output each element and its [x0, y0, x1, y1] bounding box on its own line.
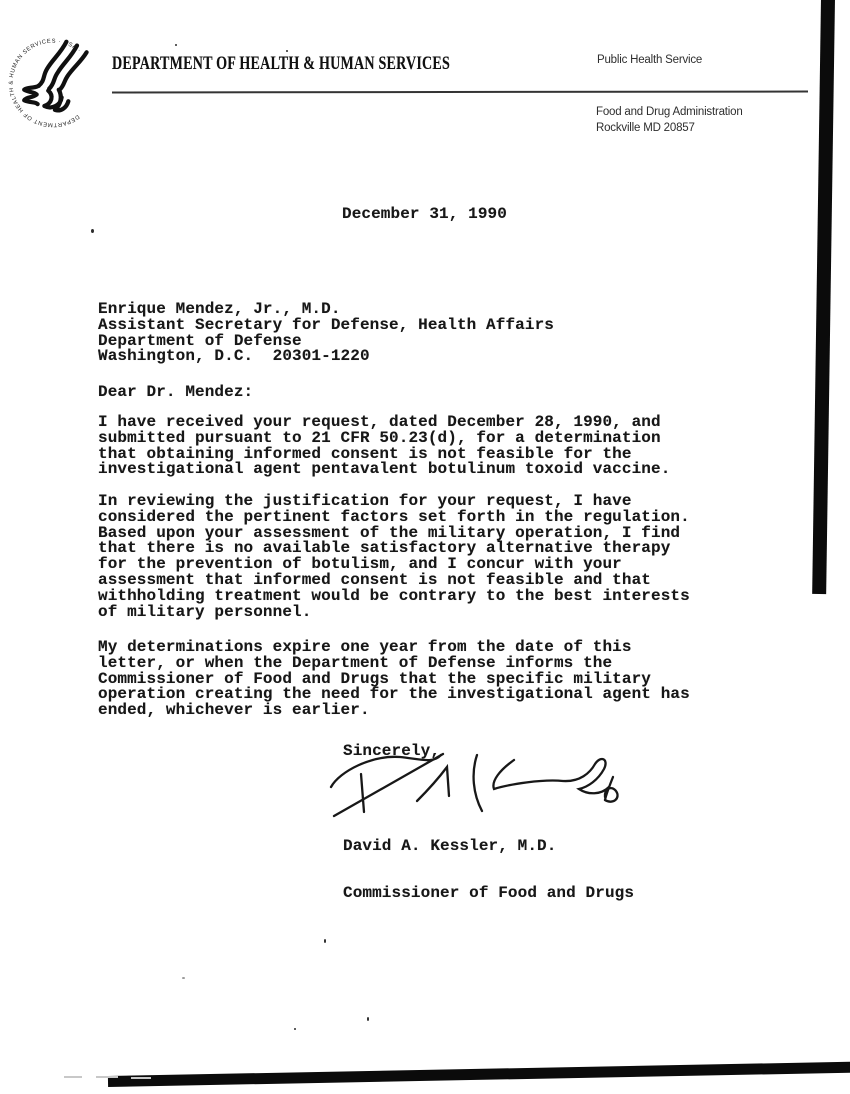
scan-speck: [286, 50, 288, 52]
text-line: investigational agent pentavalent botulinum toxoid vaccine.: [98, 460, 671, 479]
text-line: withholding treatment would be contrary to the best interests: [98, 586, 690, 605]
text-line: for the prevention of botulism, and I concur with your: [98, 555, 622, 574]
text-line: Assistant Secretary for Defense, Health Affairs: [98, 315, 554, 334]
recipient-address-block: [98, 302, 554, 365]
scan-speck: [367, 1017, 369, 1021]
text-line: Food and Drug Administration: [596, 106, 743, 118]
text-line: My determinations expire one year from the date of this: [98, 638, 632, 656]
letter-date: December 31, 1990: [342, 205, 507, 223]
salutation: Dear Dr. Mendez:: [98, 383, 254, 401]
text-line: that obtaining informed consent is not feasible for the: [98, 444, 632, 463]
text-line: operation creating the need for the investigational agent has: [98, 685, 690, 704]
text-line: letter, or when the Department of Defense informs the: [98, 653, 613, 672]
department-title: DEPARTMENT OF HEALTH & HUMAN SERVICES: [112, 53, 451, 74]
scan-dash: [64, 1076, 82, 1078]
text-line: Department of Defense: [98, 331, 302, 350]
text-line: Washington, D.C. 20301-1220: [98, 347, 370, 366]
text-line: of military personnel.: [98, 602, 312, 621]
public-health-service-label: Public Health Service: [597, 54, 703, 66]
text-line: ended, whichever is earlier.: [98, 701, 370, 720]
signer-name: David A. Kessler, M.D.: [343, 836, 557, 855]
text-line: Enrique Mendez, Jr., M.D.: [98, 300, 341, 318]
letterhead-rule: [112, 91, 808, 94]
text-line: Based upon your assessment of the military operation, I find: [98, 523, 681, 542]
scan-speck: [294, 1028, 296, 1030]
text-line: assessment that informed consent is not feasible and that: [98, 570, 651, 589]
text-line: In reviewing the justification for your request, I have: [98, 492, 632, 510]
seal-ring-text: DEPARTMENT OF HEALTH & HUMAN SERVICES · USA ·: [8, 38, 82, 128]
text-line: that there is no available satisfactory alternative therapy: [98, 539, 671, 558]
scan-speck: [324, 939, 326, 943]
signer-title: Commissioner of Food and Drugs: [343, 883, 635, 902]
scan-speck: [182, 977, 185, 979]
text-line: Commissioner of Food and Drugs that the specific military: [98, 669, 651, 688]
text-line: Rockville MD 20857: [596, 121, 695, 134]
scan-bar-bottom: [108, 1062, 850, 1087]
text-line: submitted pursuant to 21 CFR 50.23(d), for a determination: [98, 428, 661, 447]
text-line: considered the pertinent factors set forth in the regulation.: [98, 507, 690, 526]
scan-speck: [91, 229, 94, 233]
closing-salutation: Sincerely,: [343, 742, 441, 760]
scan-dash: [131, 1077, 151, 1079]
scan-dash: [96, 1076, 118, 1078]
scan-edge-bar-right: [812, 0, 835, 594]
text-line: I have received your request, dated December 28, 1990, and: [98, 413, 661, 431]
signature-block: [343, 807, 634, 933]
body-paragraph-1: [98, 415, 670, 478]
hhs-seal-logo: [5, 35, 101, 131]
agency-address-block: [596, 105, 743, 137]
body-paragraph-3: [98, 640, 690, 719]
scan-speck: [175, 44, 177, 46]
body-paragraph-2: [98, 494, 690, 620]
